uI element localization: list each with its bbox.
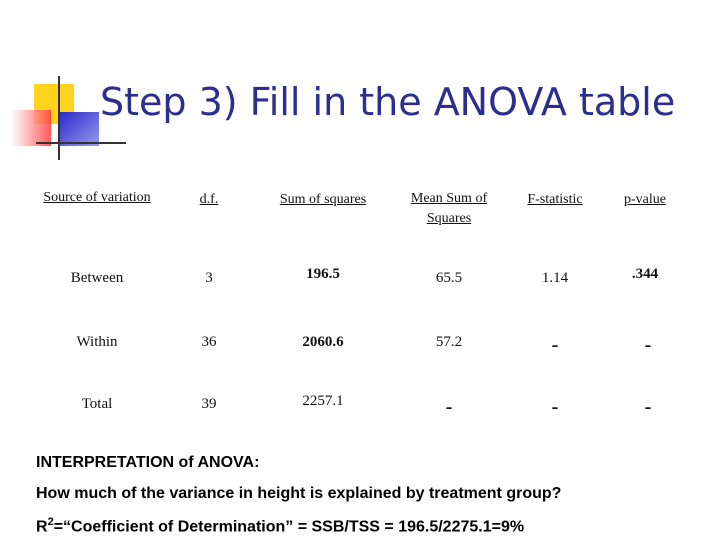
cell-f: - [551,396,559,418]
interpretation-heading: INTERPRETATION of ANOVA: [36,454,260,471]
cell-ms: 57.2 [435,334,463,350]
header-df: d.f. [199,192,219,207]
cell-ms: 65.5 [435,270,463,286]
cell-df: 3 [205,270,213,286]
cell-ss: 2060.6 [302,334,344,350]
interpretation-question: How much of the variance in height is explained by treatment group? [36,485,562,502]
cell-df: 36 [201,334,217,350]
header-f: F-statistic [527,192,583,207]
slide-title: Step 3) Fill in the ANOVA table [100,80,676,124]
cell-df: 39 [201,396,217,412]
r-squared-superscript: 2 [47,516,54,528]
cell-ms: - [445,396,453,418]
cell-p: - [644,334,652,356]
cell-p: .344 [631,266,659,282]
r-squared-line [36,516,524,536]
header-p: p-value [624,192,666,207]
cell-source: Between [70,270,124,286]
cell-ss: 196.5 [306,266,340,282]
header-ms: Mean Sum of Squares [410,191,488,226]
decorative-horizontal-line [36,142,126,144]
cell-p: - [644,396,652,418]
decorative-blue-square [59,112,99,146]
header-source: Source of variation [43,190,151,205]
cell-source: Within [76,334,118,350]
header-ss: Sum of squares [279,192,367,207]
r-squared-text: =“Coefficient of Determination” = SSB/TSS = 196.5/2275.1=9% [53,518,525,536]
r-squared-label: R [36,518,48,536]
cell-f: - [551,334,559,356]
decorative-red-square [11,110,51,146]
cell-ss: 2257.1 [302,393,344,409]
cell-f: 1.14 [541,270,569,286]
decorative-vertical-line [58,76,60,160]
cell-source: Total [81,396,113,412]
